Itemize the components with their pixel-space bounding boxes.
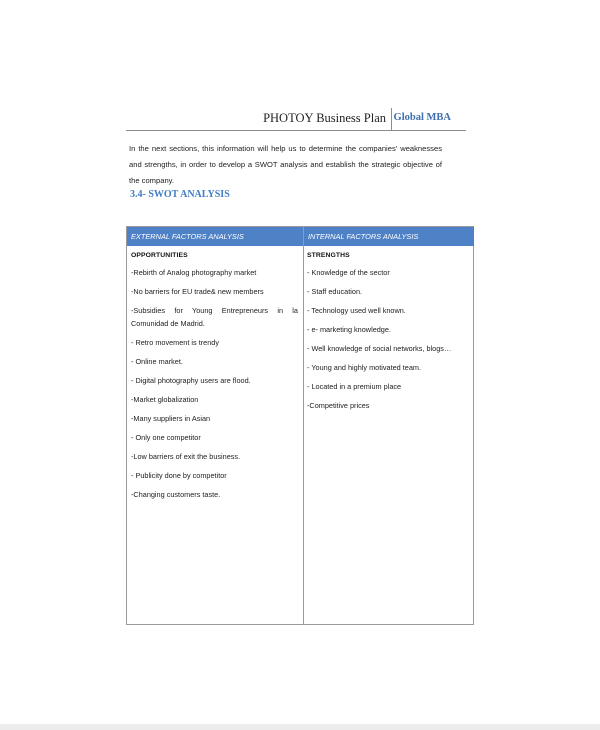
list-item: - e- marketing knowledge. — [307, 325, 391, 334]
document-title: PHOTOY Business Plan — [263, 111, 386, 125]
list-item: - Retro movement is trendy — [131, 338, 219, 347]
list-item-line: Comunidad de Madrid. — [131, 319, 205, 328]
external-factors-header: EXTERNAL FACTORS ANALYSIS — [127, 227, 303, 246]
strengths-heading: STRENGTHS — [307, 252, 350, 259]
list-item: - Only one competitor — [131, 433, 201, 442]
list-item: -Rebirth of Analog photography market — [131, 268, 257, 277]
list-item: -Competitive prices — [307, 401, 370, 410]
strengths-column — [307, 246, 467, 418]
brand-label: Global MBA — [393, 112, 451, 123]
list-item: -No barriers for EU trade& new members — [131, 287, 264, 296]
list-item-multiline — [131, 304, 298, 330]
page-header — [126, 108, 466, 131]
list-item: -Changing customers taste. — [131, 490, 221, 499]
intro-paragraph: In the next sections, this information will help us to determine the companies' weaknesses and strengths, in order to develop a SWOT analysis and establish the strategic objective of the company. — [129, 144, 442, 185]
page-bottom-edge — [0, 724, 600, 730]
internal-factors-header: INTERNAL FACTORS ANALYSIS — [304, 227, 474, 246]
section-heading: 3.4- SWOT ANALYSIS — [130, 189, 230, 200]
list-item: - Publicity done by competitor — [131, 471, 227, 480]
opportunities-heading: OPPORTUNITIES — [131, 252, 188, 259]
list-item: - Located in a premium place — [307, 382, 402, 391]
list-item: -Many suppliers in Asian — [131, 414, 211, 423]
list-item: -Low barriers of exit the business. — [131, 452, 241, 461]
list-item: - Digital photography users are flood. — [131, 376, 251, 385]
list-item: - Young and highly motivated team. — [307, 363, 421, 372]
list-item: - Knowledge of the sector — [307, 268, 390, 277]
list-item-line: -Subsidies for Young Entrepreneurs in la — [131, 306, 298, 315]
opportunities-column — [131, 246, 298, 507]
swot-table — [126, 226, 474, 625]
list-item: -Market globalization — [131, 395, 199, 404]
list-item: - Technology used well known. — [307, 306, 406, 315]
column-divider — [303, 227, 304, 624]
list-item: - Online market. — [131, 357, 183, 366]
list-item: - Well knowledge of social networks, blogs… — [307, 344, 452, 353]
header-separator — [391, 108, 393, 130]
list-item: - Staff education. — [307, 287, 363, 296]
